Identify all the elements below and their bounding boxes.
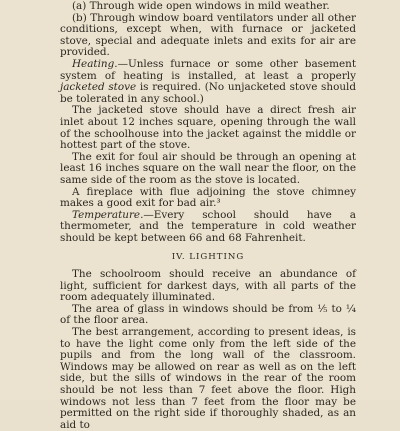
list-item-a: (a) Through wide open windows in mild weather. xyxy=(72,0,330,12)
heating-text2: is required. (No unjacketed stove should be tolerated in any school.) xyxy=(60,81,356,105)
heating-paragraph xyxy=(60,59,356,105)
temperature-text: —Every school should have a thermometer, and the temperature in cold weather should be kept between 66 and 68 Fahrenheit. xyxy=(60,208,356,244)
lighting-paragraph-3: The best arrangement, according to present ideas, is to have the light come only from the left side of the pupils and from the long wall of the classroom. Windows may be allowed on rear as well as on the left side, but the sills of windows in the rear of the room should be not less than 7 feet above the floor. High windows not less than 7 feet from the floor may be permitted on the right side if thoroughly shaded, as an aid to xyxy=(60,326,356,431)
temperature-paragraph xyxy=(60,210,356,245)
fireplace-paragraph: A fireplace with flue adjoining the stove chimney makes a good exit for bad air.³ xyxy=(60,185,356,210)
lighting-paragraph-1: The schoolroom should receive an abundance of light, sufficient for darkest days, with all parts of the room adequately illuminated. xyxy=(60,268,356,304)
page-text xyxy=(60,0,356,431)
heating-italic: jacketed stove xyxy=(60,81,137,94)
lighting-paragraph-2: The area of glass in windows should be from ⅕ to ¼ of the floor area. xyxy=(60,302,356,327)
heating-text: —Unless furnace or some other basement system of heating is installed, at least a properly xyxy=(60,57,356,82)
foul-air-exit-paragraph: The exit for foul air should be through an opening at least 16 inches square on the wall near the floor, on the same side of the room as the stove is located. xyxy=(60,150,356,186)
jacketed-stove-paragraph: The jacketed stove should have a direct fresh air inlet about 12 inches square, opening through the wall of the schoolhouse into the jacket against the middle or hottest part of the stove. xyxy=(60,104,356,152)
section-heading-lighting: IV. LIGHTING xyxy=(171,252,245,263)
heating-label: Heating. xyxy=(72,57,118,70)
temperature-label: Temperature. xyxy=(72,208,144,221)
list-item-b: (b) Through window board ventilators under all other conditions, except when, with furnace or jacketed stove, special and adequate inlets and exits for air are provided. xyxy=(60,11,356,59)
